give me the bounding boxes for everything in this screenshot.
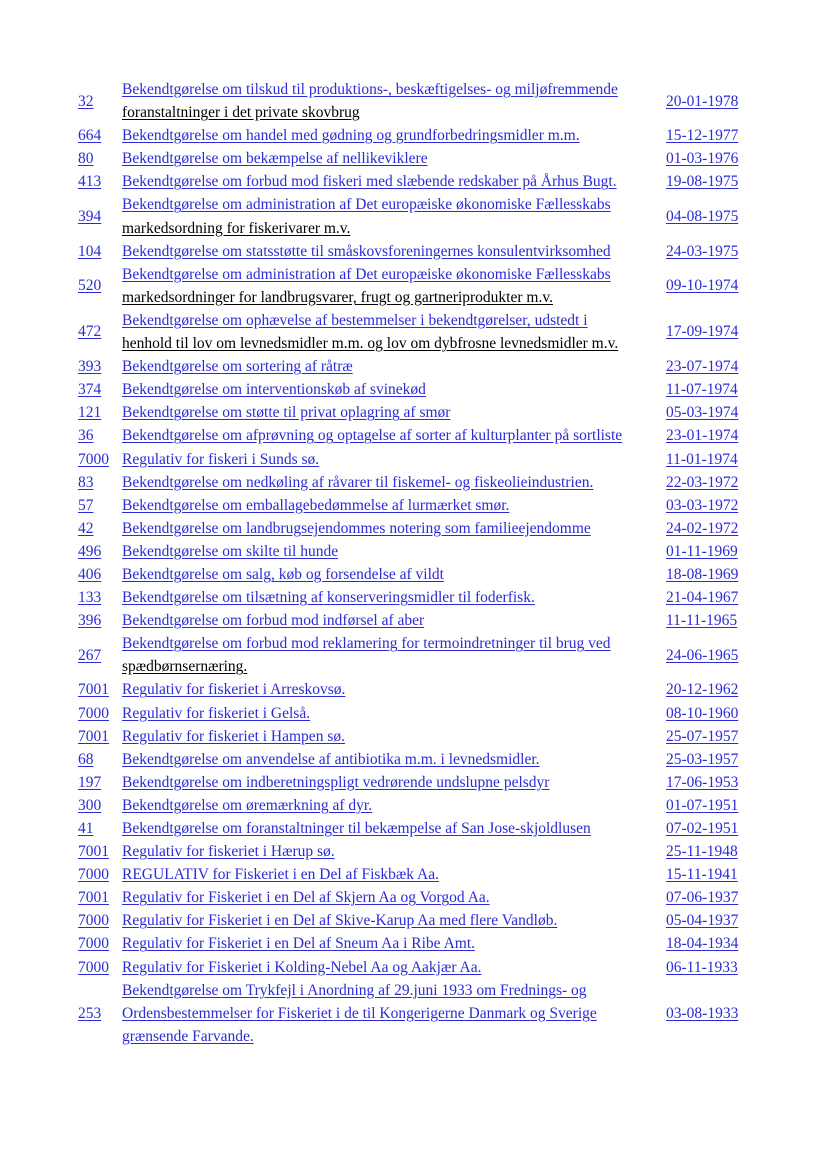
date-link[interactable]: 25-11-1948 [666, 843, 738, 861]
title-line[interactable]: Bekendtgørelse om støtte til privat oplagring af smør [122, 404, 451, 422]
table-row [78, 609, 748, 632]
date-cell [666, 170, 748, 193]
table-row [78, 263, 748, 309]
date-link[interactable]: 18-04-1934 [666, 935, 739, 953]
title-line[interactable]: REGULATIV for Fiskeriet i en Del af Fiskbæk Aa. [122, 866, 439, 884]
date-cell [666, 78, 748, 124]
date-cell [666, 540, 748, 563]
date-link[interactable]: 08-10-1960 [666, 704, 739, 722]
date-cell [666, 840, 748, 863]
table-row [78, 448, 748, 471]
number-link[interactable]: 7000 [78, 450, 109, 468]
title-cell [122, 240, 666, 263]
number-cell [78, 517, 122, 540]
table-row [78, 540, 748, 563]
number-cell [78, 909, 122, 932]
date-link[interactable]: 19-08-1975 [666, 173, 739, 191]
title-line[interactable]: Bekendtgørelse om ophævelse af bestemmelser i bekendtgørelser, udstedt i [122, 311, 588, 329]
number-link[interactable]: 7001 [78, 681, 109, 699]
table-row [78, 771, 748, 794]
date-link[interactable]: 01-11-1969 [666, 542, 738, 560]
table-row [78, 355, 748, 378]
title-cell [122, 563, 666, 586]
number-cell [78, 540, 122, 563]
date-link[interactable]: 06-11-1933 [666, 958, 738, 976]
date-cell [666, 424, 748, 447]
number-cell [78, 956, 122, 979]
date-link[interactable]: 09-10-1974 [666, 277, 739, 295]
table-row [78, 193, 748, 239]
number-cell [78, 725, 122, 748]
date-link[interactable]: 20-01-1978 [666, 92, 739, 110]
number-cell [78, 424, 122, 447]
date-cell [666, 956, 748, 979]
number-link[interactable]: 520 [78, 277, 102, 295]
date-link[interactable]: 11-01-1974 [666, 450, 738, 468]
table-row [78, 863, 748, 886]
date-link[interactable]: 24-02-1972 [666, 519, 739, 537]
number-link[interactable]: 7000 [78, 935, 109, 953]
date-cell [666, 794, 748, 817]
title-line[interactable]: Bekendtgørelse om tilskud til produktions-, beskæftigelses- og miljøfremmende [122, 81, 618, 98]
number-cell [78, 678, 122, 701]
table-row [78, 309, 748, 355]
number-cell [78, 355, 122, 378]
date-cell [666, 309, 748, 355]
title-line[interactable]: Bekendtgørelse om Trykfejl i Anordning af 29.juni 1933 om Frednings- og [122, 981, 587, 999]
date-link[interactable]: 25-03-1957 [666, 750, 739, 768]
number-link[interactable]: 374 [78, 381, 102, 399]
title-cell [122, 748, 666, 771]
number-cell [78, 78, 122, 124]
table-row [78, 378, 748, 401]
title-line[interactable]: Bekendtgørelse om administration af Det europæiske økonomiske Fællesskabs [122, 265, 611, 283]
number-link[interactable]: 104 [78, 242, 102, 260]
title-line[interactable]: Bekendtgørelse om foranstaltninger til bekæmpelse af San Jose-skjoldlusen [122, 820, 591, 837]
date-cell [666, 240, 748, 263]
number-link[interactable]: 32 [78, 92, 94, 110]
title-line[interactable]: Bekendtgørelse om skilte til hunde [122, 542, 339, 560]
date-link[interactable]: 05-04-1937 [666, 912, 739, 930]
date-cell [666, 702, 748, 725]
number-cell [78, 193, 122, 239]
table-row [78, 748, 748, 771]
title-cell [122, 494, 666, 517]
number-link[interactable]: 7001 [78, 843, 109, 861]
number-link[interactable]: 396 [78, 612, 102, 630]
date-link[interactable]: 15-11-1941 [666, 866, 738, 884]
title-line: markedsordning for fiskerivarer m.v. [122, 219, 351, 237]
number-cell [78, 124, 122, 147]
date-cell [666, 586, 748, 609]
number-link[interactable]: 7000 [78, 866, 109, 884]
title-cell [122, 817, 666, 840]
date-cell [666, 632, 748, 678]
number-cell [78, 147, 122, 170]
title-cell [122, 632, 666, 678]
title-line[interactable]: Regulativ for Fiskeriet i en Del af Sneum Aa i Ribe Amt. [122, 935, 475, 953]
table-row [78, 471, 748, 494]
number-link[interactable]: 57 [78, 496, 94, 514]
date-cell [666, 771, 748, 794]
title-cell [122, 401, 666, 424]
number-cell [78, 632, 122, 678]
table-row [78, 979, 748, 1048]
date-link[interactable]: 20-12-1962 [666, 681, 739, 699]
date-cell [666, 979, 748, 1048]
date-cell [666, 401, 748, 424]
title-line[interactable]: Bekendtgørelse om statsstøtte til småskovsforeningernes konsulentvirksomhed [122, 242, 611, 260]
title-cell [122, 863, 666, 886]
title-line[interactable]: Bekendtgørelse om afprøvning og optagelse af sorter af kulturplanter på sortliste [122, 427, 623, 445]
title-line[interactable]: Regulativ for fiskeriet i Arreskovsø. [122, 681, 346, 699]
date-link[interactable]: 11-07-1974 [666, 381, 738, 399]
number-link[interactable]: 7000 [78, 958, 109, 976]
table-row [78, 840, 748, 863]
number-link[interactable]: 68 [78, 750, 94, 768]
title-line[interactable]: Bekendtgørelse om landbrugsejendommes notering som familieejendomme [122, 519, 591, 537]
title-line[interactable]: Bekendtgørelse om indberetningspligt vedrørende undslupne pelsdyr [122, 773, 550, 791]
title-cell [122, 932, 666, 955]
date-cell [666, 909, 748, 932]
number-cell [78, 771, 122, 794]
date-cell [666, 678, 748, 701]
title-line: henhold til lov om levnedsmidler m.m. og lov om dybfrosne levnedsmidler m.v. [122, 335, 619, 353]
title-cell [122, 909, 666, 932]
table-row [78, 586, 748, 609]
table-row [78, 886, 748, 909]
title-cell [122, 424, 666, 447]
number-cell [78, 748, 122, 771]
number-link[interactable]: 394 [78, 208, 102, 226]
number-cell [78, 817, 122, 840]
title-line[interactable]: Bekendtgørelse om salg, køb og forsendelse af vildt [122, 565, 444, 583]
date-cell [666, 378, 748, 401]
number-cell [78, 448, 122, 471]
number-cell [78, 494, 122, 517]
title-cell [122, 517, 666, 540]
title-cell [122, 725, 666, 748]
date-link[interactable]: 24-06-1965 [666, 646, 739, 664]
table-row [78, 517, 748, 540]
table-row [78, 794, 748, 817]
date-link[interactable]: 21-04-1967 [666, 589, 739, 607]
date-link[interactable]: 04-08-1975 [666, 208, 739, 226]
table-row [78, 170, 748, 193]
number-link[interactable]: 472 [78, 323, 102, 341]
date-link[interactable]: 17-06-1953 [666, 773, 739, 791]
title-line[interactable]: Bekendtgørelse om nedkøling af råvarer til fiskemel- og fiskeolieindustrien. [122, 473, 594, 491]
date-link[interactable]: 18-08-1969 [666, 565, 739, 583]
date-cell [666, 263, 748, 309]
number-cell [78, 932, 122, 955]
number-cell [78, 378, 122, 401]
number-link[interactable]: 664 [78, 127, 102, 145]
title-line[interactable]: grænsende Farvande. [122, 1027, 254, 1045]
title-cell [122, 124, 666, 147]
number-link[interactable]: 41 [78, 820, 94, 837]
title-line[interactable]: Bekendtgørelse om tilsætning af konserveringsmidler til foderfisk. [122, 589, 535, 607]
title-line[interactable]: Regulativ for Fiskeriet i en Del af Skjern Aa og Vorgod Aa. [122, 889, 490, 907]
date-cell [666, 517, 748, 540]
table-row [78, 124, 748, 147]
date-link[interactable]: 01-07-1951 [666, 796, 739, 814]
table-row [78, 817, 748, 840]
number-link[interactable]: 133 [78, 589, 102, 607]
number-link[interactable]: 7001 [78, 727, 109, 745]
title-line[interactable]: Bekendtgørelse om forbud mod fiskeri med slæbende redskaber på Århus Bugt. [122, 173, 617, 191]
date-link[interactable]: 01-03-1976 [666, 150, 739, 168]
table-row [78, 702, 748, 725]
table-row [78, 725, 748, 748]
title-cell [122, 448, 666, 471]
table-row [78, 909, 748, 932]
number-cell [78, 794, 122, 817]
date-cell [666, 748, 748, 771]
title-line[interactable]: Bekendtgørelse om sortering af råtræ [122, 358, 353, 376]
date-cell [666, 886, 748, 909]
number-link[interactable]: 7001 [78, 889, 109, 907]
title-cell [122, 979, 666, 1048]
table-body [78, 78, 748, 1048]
table-row [78, 494, 748, 517]
date-cell [666, 725, 748, 748]
title-line[interactable]: Bekendtgørelse om øremærkning af dyr. [122, 796, 373, 814]
title-line[interactable]: Bekendtgørelse om handel med gødning og grundforbedringsmidler m.m. [122, 127, 580, 145]
table-row [78, 632, 748, 678]
date-link[interactable]: 25-07-1957 [666, 727, 739, 745]
number-cell [78, 309, 122, 355]
number-link[interactable]: 413 [78, 173, 102, 191]
number-cell [78, 840, 122, 863]
number-link[interactable]: 406 [78, 565, 102, 583]
number-link[interactable]: 7000 [78, 912, 109, 930]
title-cell [122, 840, 666, 863]
title-cell [122, 471, 666, 494]
date-link[interactable]: 05-03-1974 [666, 404, 739, 422]
table-row [78, 563, 748, 586]
title-cell [122, 378, 666, 401]
number-link[interactable]: 300 [78, 796, 102, 814]
title-cell [122, 170, 666, 193]
date-link[interactable]: 23-01-1974 [666, 427, 739, 445]
number-link[interactable]: 121 [78, 404, 102, 422]
date-link[interactable]: 15-12-1977 [666, 127, 739, 145]
title-line: markedsordninger for landbrugsvarer, frugt og gartneriprodukter m.v. [122, 288, 553, 306]
title-cell [122, 678, 666, 701]
title-cell [122, 78, 666, 124]
title-line[interactable]: Bekendtgørelse om forbud mod indførsel af aber [122, 612, 425, 630]
number-cell [78, 563, 122, 586]
date-cell [666, 471, 748, 494]
number-link[interactable]: 36 [78, 427, 94, 445]
number-cell [78, 263, 122, 309]
title-cell [122, 147, 666, 170]
date-link[interactable]: 07-02-1951 [666, 820, 739, 837]
title-line[interactable]: Bekendtgørelse om anvendelse af antibiotika m.m. i levnedsmidler. [122, 750, 540, 768]
title-cell [122, 886, 666, 909]
title-cell [122, 355, 666, 378]
date-link[interactable]: 11-11-1965 [666, 612, 738, 630]
number-link[interactable]: 7000 [78, 704, 109, 722]
number-link[interactable]: 393 [78, 358, 102, 376]
date-cell [666, 817, 748, 840]
title-cell [122, 309, 666, 355]
table-row [78, 78, 748, 124]
date-cell [666, 563, 748, 586]
date-cell [666, 494, 748, 517]
title-cell [122, 771, 666, 794]
table-row [78, 240, 748, 263]
title-line[interactable]: Bekendtgørelse om administration af Det europæiske økonomiske Fællesskabs [122, 196, 611, 214]
number-cell [78, 471, 122, 494]
number-cell [78, 170, 122, 193]
regulations-table [78, 78, 748, 1048]
title-cell [122, 609, 666, 632]
number-cell [78, 401, 122, 424]
number-link[interactable]: 197 [78, 773, 102, 791]
title-cell [122, 263, 666, 309]
table-row [78, 147, 748, 170]
number-cell [78, 886, 122, 909]
number-cell [78, 979, 122, 1048]
title-cell [122, 794, 666, 817]
date-cell [666, 609, 748, 632]
title-line[interactable]: Ordensbestemmelser for Fiskeriet i de til Kongerigerne Danmark og Sverige [122, 1004, 597, 1022]
title-cell [122, 193, 666, 239]
number-cell [78, 702, 122, 725]
number-cell [78, 609, 122, 632]
table-row [78, 956, 748, 979]
table-row [78, 932, 748, 955]
date-link[interactable]: 24-03-1975 [666, 242, 739, 260]
date-link[interactable]: 23-07-1974 [666, 358, 739, 376]
date-link[interactable]: 17-09-1974 [666, 323, 739, 341]
number-link[interactable]: 267 [78, 646, 102, 664]
date-cell [666, 147, 748, 170]
title-line[interactable]: Regulativ for Fiskeriet i Kolding-Nebel Aa og Aakjær Aa. [122, 958, 482, 976]
title-line[interactable]: Bekendtgørelse om bekæmpelse af nellikeviklere [122, 150, 428, 168]
table-row [78, 401, 748, 424]
date-cell [666, 124, 748, 147]
date-cell [666, 448, 748, 471]
number-link[interactable]: 83 [78, 473, 94, 491]
date-cell [666, 193, 748, 239]
table-row [78, 424, 748, 447]
title-line[interactable]: Regulativ for Fiskeriet i en Del af Skive-Karup Aa med flere Vandløb. [122, 912, 558, 930]
title-line[interactable]: Regulativ for fiskeriet i Hærup sø. [122, 843, 335, 861]
title-line[interactable]: Regulativ for fiskeri i Sunds sø. [122, 450, 320, 468]
date-link[interactable]: 07-06-1937 [666, 889, 739, 907]
date-link[interactable]: 03-08-1933 [666, 1004, 739, 1022]
title-line: foranstaltninger i det private skovbrug [122, 104, 360, 122]
date-link[interactable]: 22-03-1972 [666, 473, 739, 491]
title-cell [122, 540, 666, 563]
number-cell [78, 240, 122, 263]
date-link[interactable]: 03-03-1972 [666, 496, 739, 514]
title-cell [122, 586, 666, 609]
number-cell [78, 586, 122, 609]
title-line[interactable]: Bekendtgørelse om emballagebedømmelse af lurmærket smør. [122, 496, 510, 514]
table-row [78, 678, 748, 701]
title-cell [122, 956, 666, 979]
number-link[interactable]: 253 [78, 1004, 102, 1022]
title-cell [122, 702, 666, 725]
title-line[interactable]: Bekendtgørelse om interventionskøb af svinekød [122, 381, 426, 399]
date-cell [666, 863, 748, 886]
number-link[interactable]: 42 [78, 519, 94, 537]
number-link[interactable]: 496 [78, 542, 102, 560]
date-cell [666, 355, 748, 378]
date-cell [666, 932, 748, 955]
title-line[interactable]: Regulativ for fiskeriet i Gelså. [122, 704, 311, 722]
number-cell [78, 863, 122, 886]
number-link[interactable]: 80 [78, 150, 94, 168]
title-line: spædbørnsernæring. [122, 658, 248, 676]
title-line[interactable]: Bekendtgørelse om forbud mod reklamering for termoindretninger til brug ved [122, 635, 611, 653]
title-line[interactable]: Regulativ for fiskeriet i Hampen sø. [122, 727, 345, 745]
